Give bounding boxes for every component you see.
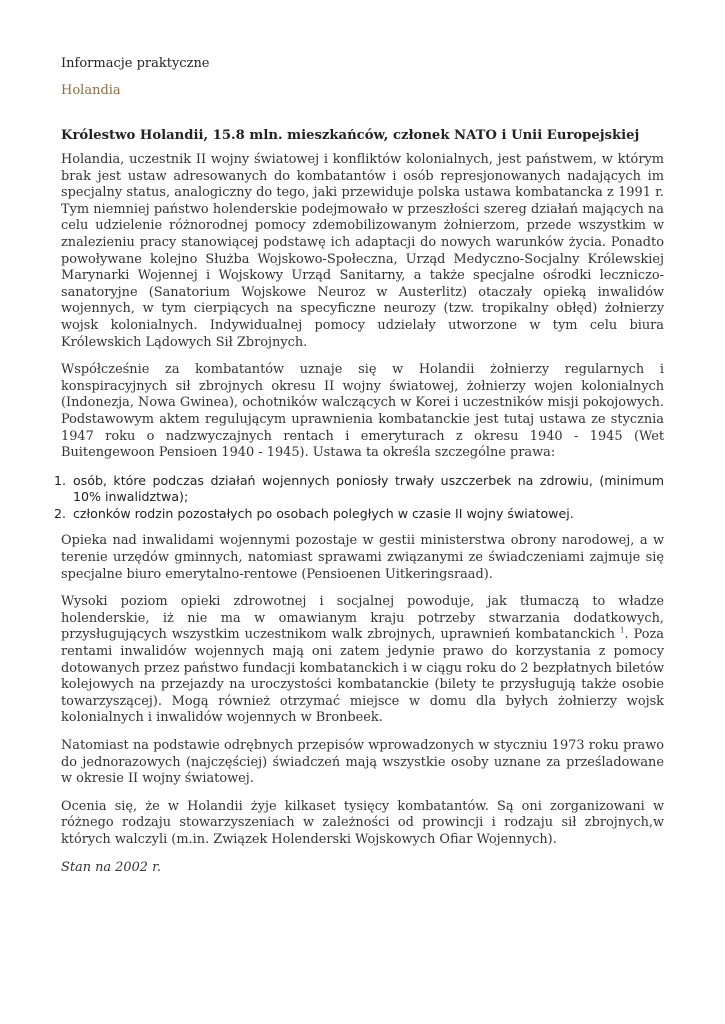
footnote-marker: 1 — [619, 627, 625, 636]
paragraph-6: Ocenia się, że w Holandii żyje kilkaset tysięcy kombatantów. Są oni zorganizowani w różnego rodzaju stowarzyszeniach w zależności od prowincji i rodzaju sił zbrojnych,w których walczyli (m.in. Związek Holenderski Wojskowych Ofiar Wojennych). — [61, 798, 664, 847]
paragraph-5: Natomiast na podstawie odrębnych przepisów wprowadzonych w styczniu 1973 roku prawo do jednorazowych (najczęściej) świadczeń mają wszystkie osoby uznane za prześladowane w okresie II wojny światowej. — [61, 738, 664, 787]
rights-list-item-1: 1. osób, które podczas działań wojennych poniosły trwały uszczerbek na zdrowiu, (minimum 10% inwalidztwa); — [70, 473, 664, 506]
rights-list — [48, 473, 664, 523]
article-heading: Królestwo Holandii, 15.8 mln. mieszkańców, członek NATO i Unii Europejskiej — [61, 128, 640, 143]
paragraph-4-text-start: Wysoki poziom opieki zdrowotnej i socjalnej powoduje, jak tłumaczą to władze holenderskie, iż nie ma w omawianym kraju potrzeby stwarzania dodatkowych, przysługujących wszystkim uczestnikom walk zbrojnych, uprawnień kombatanckich — [61, 594, 664, 643]
section-title: Informacje praktyczne — [61, 56, 210, 71]
paragraph-4-text-end: . Poza rentami inwalidów wojennych mają oni zatem jedynie prawo do korzystania z pomocy dotowanych przez państwo fundacji kombatanckich i w ciągu roku do 2 bezpłatnych biletów kolejowych na przejazdy na uroczystości kombatanckie (bilety te przysługują także osobie towarzyszącej). Mogą również otrzymać miejsce w domu dla byłych żołnierzy wojsk kolonialnych i inwalidów wojennych w Bronbeek. — [61, 627, 664, 726]
document-page — [61, 54, 664, 876]
status-date: Stan na 2002 r. — [61, 859, 161, 875]
paragraph-4 — [61, 594, 664, 727]
paragraph-2: Współcześnie za kombatantów uznaje się w Holandii żołnierzy regularnych i konspiracyjnych sił zbrojnych okresu II wojny światowej, żołnierzy wojen kolonialnych (Indonezja, Nowa Gwinea), ochotników walczących w Korei i uczestników misji pokojowych. Podstawowym aktem regulującym uprawnienia kombatanckie jest tutaj ustawa ze stycznia 1947 roku o nadzwyczajnych rentach i emeryturach z okresu 1940 - 1945 (Wet Buitengewoon Pensioen 1940 - 1945). Ustawa ta określa szczególne prawa: — [61, 362, 664, 461]
country-label: Holandia — [61, 83, 121, 98]
rights-list-item-2: 2. członków rodzin pozostałych po osobach poległych w czasie II wojny światowej. — [70, 506, 664, 523]
paragraph-3: Opieka nad inwalidami wojennymi pozostaje w gestii ministerstwa obrony narodowej, a w terenie urzędów gminnych, natomiast sprawami związanymi ze świadczeniami zajmuje się specjalne biuro emerytalno-rentowe (Pensioenen Uitkeringsraad). — [61, 533, 664, 582]
paragraph-1: Holandia, uczestnik II wojny światowej i konfliktów kolonialnych, jest państwem, w którym brak jest ustaw adresowanych do kombatantów i osób represjonowanych nadających im specjalny status, analogiczny do tego, jaki przewiduje polska ustawa kombatancka z 1991 r. Tym niemniej państwo holenderskie podejmowało w przeszłości szereg działań mających na celu udzielenie różnorodnej pomocy zdemobilizowanym żołnierzom, przede wszystkim w znalezieniu pracy stanowiącej podstawę ich adaptacji do nowych warunków życia. Ponadto powoływane kolejno Służba Wojskowo-Społeczna, Urząd Medyczno-Socjalny Królewskiej Marynarki Wojennej i Wojskowy Urząd Sanitarny, a także specjalne ośrodki leczniczo- sanatoryjne (Sanatorium Wojskowe Neuroz w Austerlitz) otaczały opieką inwalidów wojennych, w tym cierpiących na specyficzne neurozy (tzw. tropikalny obłęd) żołnierzy wojsk kolonialnych. Indywidualnej pomocy udzielały utworzone w tym celu biura Królewskich Lądowych Sił Zbrojnych. — [61, 152, 664, 350]
